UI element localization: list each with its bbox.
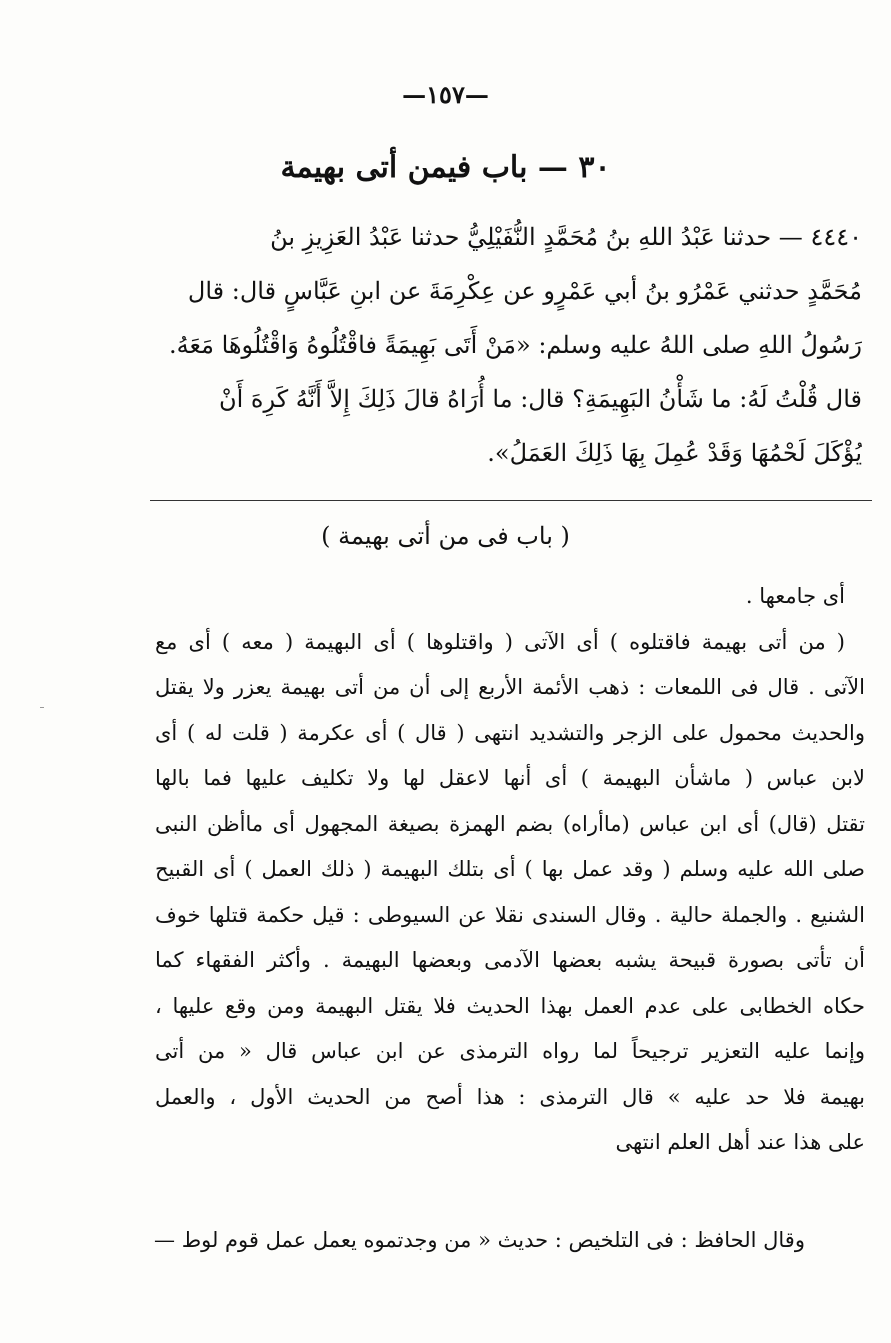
commentary-line: لابن عباس ( ماشأن البهيمة ) أى أنها لاعقل لها ولا تكليف عليها فما بالها [155, 766, 865, 790]
page-number: —١٥٧— [402, 80, 489, 109]
hadith-text [150, 210, 862, 480]
margin-mark [40, 707, 44, 708]
commentary-line: بهيمة فلا حد عليه » قال الترمذى : هذا أصح من الحديث الأول ، والعمل [155, 1084, 865, 1109]
commentary-line: الآتى . قال فى اللمعات : ذهب الأئمة الأربع إلى أن من أتى بهيمة يعزر ولا يقتل [155, 675, 865, 699]
hadith-line: مُحَمَّدٍ حدثني عَمْرُو بنُ أبي عَمْرٍو عن عِكْرِمَةَ عن ابنِ عَبَّاسٍ قال: قال [187, 277, 862, 305]
commentary-line: صلى الله عليه وسلم ( وقد عمل بها ) أى بتلك البهيمة ( ذلك العمل ) أى القبيح [155, 857, 865, 881]
commentary-line: على هذا عند أهل العلم انتهى [615, 1130, 865, 1154]
commentary-line: الشنيع . والجملة حالية . وقال السندى نقلا عن السيوطى : قيل حكمة قتلها خوف [155, 902, 865, 927]
commentary-line: ( من أتى بهيمة فاقتلوه ) أى الآتى ( واقتلوها ) أى البهيمة ( معه ) أى مع [155, 629, 846, 654]
hadith-line: يُؤْكَلَ لَحْمُهَا وَقَدْ عُمِلَ بِهَا ذَلِكَ العَمَلُ». [487, 439, 862, 467]
chapter-title: ٣٠ — باب فيمن أتى بهيمة [280, 150, 611, 185]
commentary-line: تقتل (قال) أى ابن عباس (ماأراه) بضم الهمزة بصيغة المجهول أى ماأظن النبى [155, 811, 865, 836]
hadith-line: ٤٤٤٠ — حدثنا عَبْدُ اللهِ بنُ مُحَمَّدٍ النُّفَيْلِيُّ حدثنا عَبْدُ العَزِيزِ بنُ [270, 223, 862, 251]
commentary-line: وإنما عليه التعزير ترجيحاً لما رواه الترمذى عن ابن عباس قال « من أتى [155, 1039, 865, 1063]
section-divider [150, 500, 872, 501]
closing-line: وقال الحافظ : فى التلخيص : حديث « من وجدتموه يعمل عمل قوم لوط — [154, 1228, 805, 1252]
commentary-line: أن تأتى بصورة قبيحة يشبه بعضها الآدمى وبعضها البهيمة . وأكثر الفقهاء كما [155, 948, 865, 972]
commentary-line: والحديث محمول على الزجر والتشديد انتهى ( قال ) أى عكرمة ( قلت له ) أى [155, 720, 865, 745]
hadith-line: قال قُلْتُ لَهُ: ما شَأْنُ البَهِيمَةِ؟ قال: ما أُرَاهُ قالَ ذَلِكَ إِلاَّ أَنَّهُ كَرِهَ أَنْ [218, 385, 862, 413]
commentary-title: ( باب فى من أتى بهيمة ) [321, 522, 570, 550]
hadith-line: رَسُولُ اللهِ صلى اللهُ عليه وسلم: «مَنْ أَتَى بَهِيمَةً فاقْتُلُوهُ وَاقْتُلُوهَا مَعَهُ. [169, 331, 862, 359]
commentary-line: حكاه الخطابى على عدم العمل بهذا الحديث فلا يقتل البهيمة ومن وقع عليها ، [155, 993, 865, 1018]
commentary-text [155, 574, 865, 1166]
commentary-line: أى جامعها . [745, 584, 845, 608]
